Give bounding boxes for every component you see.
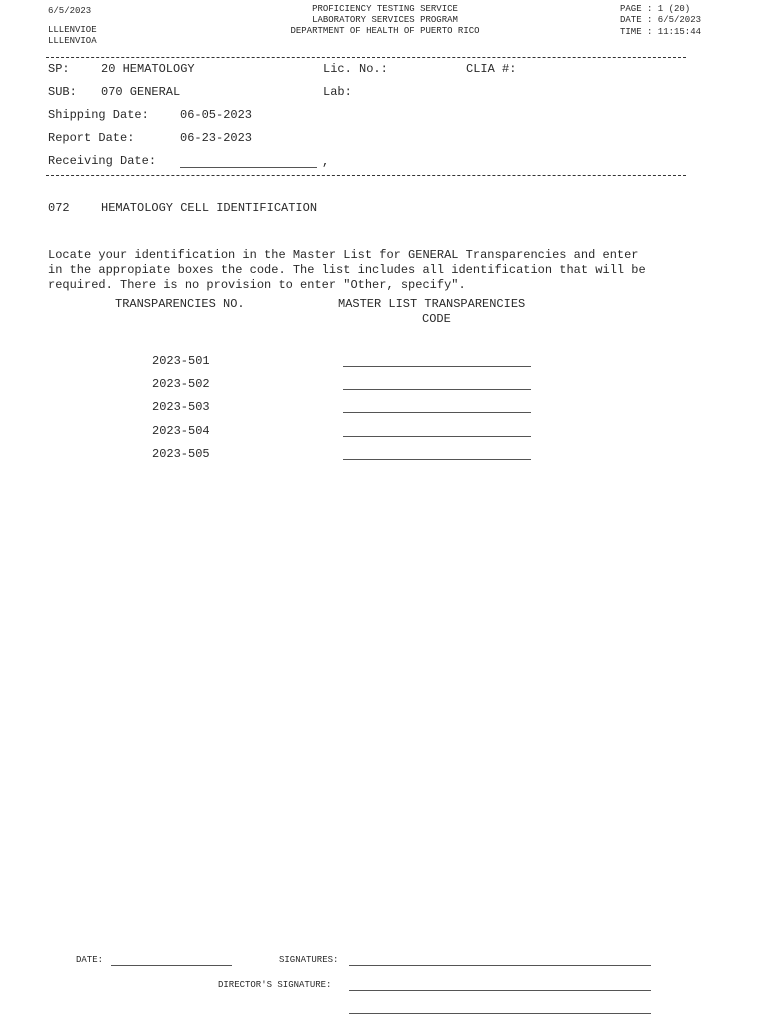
report-date-value: 06-23-2023	[180, 131, 253, 145]
transparency-number: 2023-503	[152, 400, 210, 414]
header-left-line-2: LLLENVIOE	[48, 25, 97, 35]
director-signature-field[interactable]	[349, 990, 651, 991]
lic-label: Lic. No.:	[323, 62, 388, 76]
report-date-label: Report Date:	[48, 131, 135, 145]
header-left-line-3: LLLENVIOA	[48, 36, 97, 46]
footer-date-label: DATE:	[76, 955, 104, 965]
instruction-line-3: required. There is no provision to enter "Other, specify".	[48, 278, 466, 292]
transparency-number: 2023-501	[152, 354, 210, 368]
shipping-date-value: 06-05-2023	[180, 108, 253, 122]
transparency-number: 2023-502	[152, 377, 210, 391]
header-center-line-2: LABORATORY SERVICES PROGRAM	[312, 15, 458, 25]
director-signature-label: DIRECTOR'S SIGNATURE:	[218, 980, 332, 990]
col-header-code: CODE	[422, 312, 451, 326]
shipping-date-label: Shipping Date:	[48, 108, 149, 122]
code-entry-field[interactable]	[343, 366, 531, 367]
section-code: 072	[48, 201, 70, 215]
header-center-line-1: PROFICIENCY TESTING SERVICE	[312, 4, 458, 14]
header-right-page: PAGE : 1 (20)	[620, 4, 691, 14]
instruction-line-1: Locate your identification in the Master List for GENERAL Transparencies and enter	[48, 248, 639, 262]
sp-value: 20 HEMATOLOGY	[101, 62, 195, 76]
clia-label: CLIA #:	[466, 62, 517, 76]
sub-value: 070 GENERAL	[101, 85, 181, 99]
receiving-date-comma: ,	[322, 155, 330, 169]
col-header-master-list: MASTER LIST TRANSPARENCIES	[338, 297, 526, 311]
section-title: HEMATOLOGY CELL IDENTIFICATION	[101, 201, 318, 215]
code-entry-field[interactable]	[343, 412, 531, 413]
code-entry-field[interactable]	[343, 436, 531, 437]
additional-signature-field[interactable]	[349, 1013, 651, 1014]
header-right-time: TIME : 11:15:44	[620, 27, 702, 37]
sp-label: SP:	[48, 62, 70, 76]
instruction-line-2: in the appropiate boxes the code. The list includes all identification that will be	[48, 263, 646, 277]
transparency-number: 2023-504	[152, 424, 210, 438]
code-entry-field[interactable]	[343, 459, 531, 460]
header-divider	[46, 57, 686, 58]
info-divider	[46, 175, 686, 176]
sub-label: SUB:	[48, 85, 77, 99]
signatures-label: SIGNATURES:	[279, 955, 339, 965]
header-right-date: DATE : 6/5/2023	[620, 15, 702, 25]
receiving-date-field[interactable]	[180, 167, 317, 168]
col-header-transparencies: TRANSPARENCIES NO.	[115, 297, 245, 311]
receiving-date-label: Receiving Date:	[48, 154, 157, 168]
signatures-field[interactable]	[349, 965, 651, 966]
transparency-number: 2023-505	[152, 447, 210, 461]
footer-date-field[interactable]	[111, 965, 232, 966]
header-center-line-3: DEPARTMENT OF HEALTH OF PUERTO RICO	[290, 26, 480, 36]
lab-label: Lab:	[323, 85, 352, 99]
header-left-line-1: 6/5/2023	[48, 6, 92, 16]
code-entry-field[interactable]	[343, 389, 531, 390]
